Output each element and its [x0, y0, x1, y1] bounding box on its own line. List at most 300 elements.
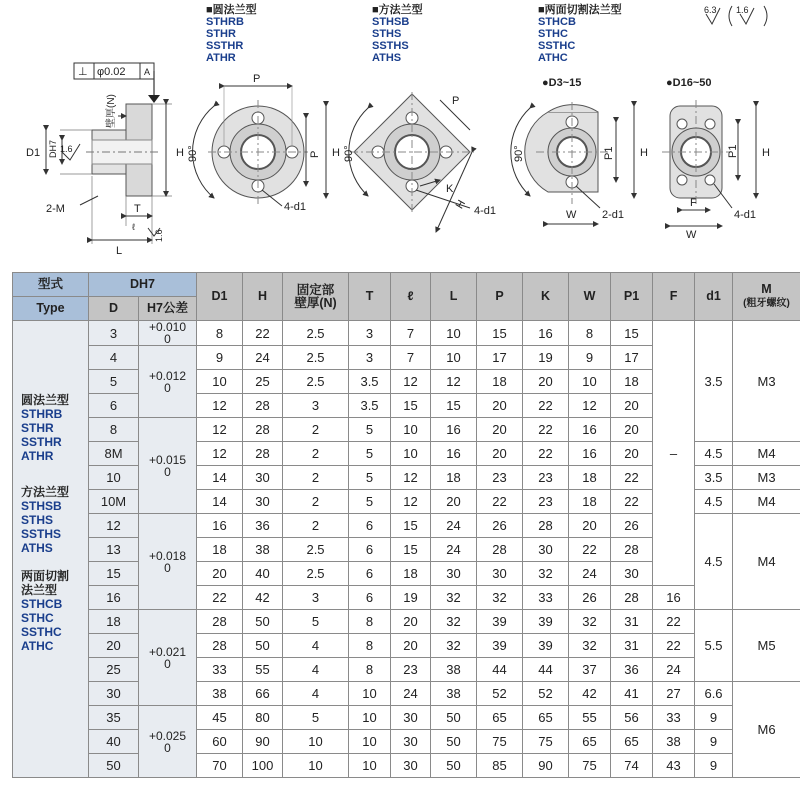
cell-p: 22 [477, 490, 523, 514]
cell-p: 20 [477, 394, 523, 418]
header-p1: P1 [611, 273, 653, 321]
cell-n: 2 [283, 514, 349, 538]
cell-d: 40 [89, 730, 139, 754]
perpendicularity-symbol: ⊥ [78, 66, 88, 78]
cell-d1-hole: 9 [695, 730, 733, 754]
square-label-h: H [453, 198, 469, 211]
cell-d1-hole: 3.5 [695, 466, 733, 490]
cell-d1-hole: 9 [695, 754, 733, 778]
cell-p: 30 [477, 562, 523, 586]
cell-d1: 70 [197, 754, 243, 778]
cell-l-small: 12 [391, 370, 431, 394]
type-group-round: 圆法兰型 STHRB STHR SSTHR ATHR [21, 393, 70, 463]
type-title-round: ■圆法兰型 STHRB STHR SSTHR ATHR [206, 4, 257, 64]
cell-d1: 28 [197, 610, 243, 634]
cell-n: 4 [283, 658, 349, 682]
cell-p1: 28 [611, 538, 653, 562]
cell-l-small: 15 [391, 538, 431, 562]
cell-d1: 28 [197, 634, 243, 658]
table-row [13, 730, 800, 754]
cell-p1: 56 [611, 706, 653, 730]
cell-k: 33 [523, 586, 569, 610]
square-label-k: K [446, 183, 454, 195]
roughness-b: 1.6 [736, 5, 749, 15]
cell-k: 22 [523, 418, 569, 442]
header-type-en: Type [13, 297, 89, 321]
header-d1: D1 [197, 273, 243, 321]
cell-t: 10 [349, 682, 391, 706]
cut-flange-small-view [511, 102, 634, 224]
cell-n: 10 [283, 754, 349, 778]
cell-h7: +0.010 0 [139, 321, 197, 346]
cell-w: 75 [569, 754, 611, 778]
label-roughness-2: 1.6 [154, 229, 164, 242]
cell-k: 28 [523, 514, 569, 538]
cell-p1: 22 [611, 466, 653, 490]
cell-d1-hole: 4.5 [695, 490, 733, 514]
round-label-h: H [332, 147, 340, 159]
cell-l: 32 [431, 586, 477, 610]
square-flange-view [349, 92, 474, 232]
table-row [13, 754, 800, 778]
cell-w: 24 [569, 562, 611, 586]
cell-d1-hole: 5.5 [695, 610, 733, 682]
cell-k: 65 [523, 706, 569, 730]
cell-d: 4 [89, 346, 139, 370]
cell-d1: 8 [197, 321, 243, 346]
cell-d1-hole: 4.5 [695, 442, 733, 466]
header-l-small: ℓ [391, 273, 431, 321]
label-h: H [176, 147, 184, 159]
cell-d1: 14 [197, 466, 243, 490]
cell-p: 20 [477, 418, 523, 442]
cell-p: 18 [477, 370, 523, 394]
cell-h: 28 [243, 418, 283, 442]
cell-p: 39 [477, 634, 523, 658]
cell-p1: 20 [611, 442, 653, 466]
cell-t: 8 [349, 634, 391, 658]
cell-h: 100 [243, 754, 283, 778]
cell-l: 32 [431, 634, 477, 658]
table-row [13, 706, 800, 730]
cell-p: 75 [477, 730, 523, 754]
cell-d: 8M [89, 442, 139, 466]
cell-m: M4 [733, 514, 800, 610]
cell-t: 5 [349, 466, 391, 490]
header-d: D [89, 297, 139, 321]
small-label-h: H [640, 147, 648, 159]
cell-d: 5 [89, 370, 139, 394]
cell-p1: 31 [611, 610, 653, 634]
cell-d: 3 [89, 321, 139, 346]
cell-l: 32 [431, 610, 477, 634]
table-row [13, 610, 800, 634]
round-label-holes: 4-d1 [284, 201, 307, 213]
cell-t: 3.5 [349, 394, 391, 418]
cell-h: 28 [243, 442, 283, 466]
cell-l-small: 19 [391, 586, 431, 610]
cell-h: 66 [243, 682, 283, 706]
cell-p1: 20 [611, 418, 653, 442]
cell-w: 22 [569, 538, 611, 562]
table-row [13, 658, 800, 682]
cell-h: 25 [243, 370, 283, 394]
cell-n: 5 [283, 706, 349, 730]
header-d1-hole: d1 [695, 273, 733, 321]
cell-m: M5 [733, 610, 800, 682]
large-label-p1: P1 [727, 144, 739, 158]
cell-d1: 38 [197, 682, 243, 706]
cell-t: 6 [349, 562, 391, 586]
table-row [13, 586, 800, 610]
small-label-angle: 90° [513, 145, 525, 162]
cell-n: 2 [283, 418, 349, 442]
cell-f: 22 [653, 610, 695, 634]
header-w: W [569, 273, 611, 321]
cell-n: 2 [283, 442, 349, 466]
square-label-angle: 90° [343, 145, 355, 162]
cell-l-small: 7 [391, 346, 431, 370]
cell-w: 18 [569, 490, 611, 514]
large-range: ●D16~50 [666, 77, 712, 89]
cell-d: 10 [89, 466, 139, 490]
cell-w: 26 [569, 586, 611, 610]
cell-h7: +0.015 0 [139, 418, 197, 514]
cell-l-small: 12 [391, 466, 431, 490]
cell-d1: 18 [197, 538, 243, 562]
cell-t: 3 [349, 321, 391, 346]
label-t: T [134, 203, 141, 215]
cell-k: 16 [523, 321, 569, 346]
surface-roughness-legend [704, 5, 767, 26]
label-wall-thickness: 壁厚(N) [106, 94, 117, 128]
cell-m: M3 [733, 466, 800, 490]
cell-d: 15 [89, 562, 139, 586]
cell-h: 40 [243, 562, 283, 586]
cell-d1: 22 [197, 586, 243, 610]
cell-k: 20 [523, 370, 569, 394]
cell-d1: 60 [197, 730, 243, 754]
cell-p1: 41 [611, 682, 653, 706]
cell-d: 12 [89, 514, 139, 538]
cell-n: 5 [283, 610, 349, 634]
cell-l: 24 [431, 538, 477, 562]
cell-k: 23 [523, 490, 569, 514]
cell-k: 90 [523, 754, 569, 778]
cell-d1: 9 [197, 346, 243, 370]
cell-p1: 65 [611, 730, 653, 754]
cell-l-small: 12 [391, 490, 431, 514]
cell-p: 65 [477, 706, 523, 730]
cell-t: 3 [349, 346, 391, 370]
cell-k: 22 [523, 442, 569, 466]
cell-d1-hole: 3.5 [695, 321, 733, 442]
cell-p1: 22 [611, 490, 653, 514]
cell-l-small: 18 [391, 562, 431, 586]
cell-l-small: 20 [391, 610, 431, 634]
header-dh7: DH7 [89, 273, 197, 297]
cell-w: 32 [569, 634, 611, 658]
cell-k: 22 [523, 394, 569, 418]
cell-t: 10 [349, 730, 391, 754]
cell-l: 20 [431, 490, 477, 514]
cell-h: 38 [243, 538, 283, 562]
cell-l: 10 [431, 346, 477, 370]
cell-p: 85 [477, 754, 523, 778]
cell-w: 65 [569, 730, 611, 754]
cell-d1-hole: 6.6 [695, 682, 733, 706]
header-h7: H7公差 [139, 297, 197, 321]
cell-l-small: 15 [391, 394, 431, 418]
cell-h7: +0.018 0 [139, 514, 197, 610]
header-t: T [349, 273, 391, 321]
cell-l-small: 30 [391, 754, 431, 778]
cell-l-small: 23 [391, 658, 431, 682]
cell-w: 18 [569, 466, 611, 490]
cell-p: 20 [477, 442, 523, 466]
cell-d1: 20 [197, 562, 243, 586]
cell-w: 55 [569, 706, 611, 730]
cell-h: 28 [243, 394, 283, 418]
cell-p: 17 [477, 346, 523, 370]
cell-d: 18 [89, 610, 139, 634]
cell-w: 42 [569, 682, 611, 706]
small-label-holes: 2-d1 [602, 209, 625, 221]
cell-l: 18 [431, 466, 477, 490]
cell-l: 16 [431, 418, 477, 442]
cell-p1: 28 [611, 586, 653, 610]
cell-k: 52 [523, 682, 569, 706]
cell-l: 50 [431, 730, 477, 754]
cell-n: 2.5 [283, 562, 349, 586]
cell-k: 23 [523, 466, 569, 490]
cell-d: 16 [89, 586, 139, 610]
large-label-holes: 4-d1 [734, 209, 757, 221]
cell-h: 24 [243, 346, 283, 370]
cell-d1: 16 [197, 514, 243, 538]
header-p: P [477, 273, 523, 321]
cell-w: 9 [569, 346, 611, 370]
cell-d1: 12 [197, 394, 243, 418]
cell-p1: 20 [611, 394, 653, 418]
cell-n: 2.5 [283, 538, 349, 562]
cell-t: 10 [349, 706, 391, 730]
cell-l-small: 20 [391, 634, 431, 658]
table-row [13, 321, 800, 346]
cell-d1: 10 [197, 370, 243, 394]
cell-h: 90 [243, 730, 283, 754]
small-label-p1: P1 [603, 146, 615, 160]
cell-d: 10M [89, 490, 139, 514]
label-l-small: ℓ [132, 222, 135, 232]
table-row [13, 682, 800, 706]
cell-d1: 12 [197, 418, 243, 442]
cell-d: 6 [89, 394, 139, 418]
cell-l: 30 [431, 562, 477, 586]
cell-p1: 74 [611, 754, 653, 778]
cell-k: 32 [523, 562, 569, 586]
cell-m: M6 [733, 682, 800, 778]
cell-f: 43 [653, 754, 695, 778]
type-column [13, 321, 89, 778]
square-label-p: P [452, 95, 460, 107]
large-label-f: F [690, 197, 697, 209]
cell-t: 8 [349, 610, 391, 634]
cell-n: 2.5 [283, 370, 349, 394]
header-h: H [243, 273, 283, 321]
small-range: ●D3~15 [542, 77, 582, 89]
cell-d: 8 [89, 418, 139, 442]
cell-m: M4 [733, 490, 800, 514]
cell-p1: 31 [611, 634, 653, 658]
spec-table-body [13, 321, 800, 778]
cell-w: 8 [569, 321, 611, 346]
cell-h: 50 [243, 610, 283, 634]
cell-p: 44 [477, 658, 523, 682]
cell-f: 33 [653, 706, 695, 730]
cell-p: 52 [477, 682, 523, 706]
cell-t: 6 [349, 538, 391, 562]
technical-drawing-area [0, 0, 800, 262]
cell-n: 2.5 [283, 346, 349, 370]
cell-n: 4 [283, 682, 349, 706]
cell-f: 38 [653, 730, 695, 754]
cell-p1: 18 [611, 370, 653, 394]
table-row [13, 634, 800, 658]
cell-h: 80 [243, 706, 283, 730]
cell-d: 50 [89, 754, 139, 778]
cell-l: 12 [431, 370, 477, 394]
cell-l: 24 [431, 514, 477, 538]
cell-p1: 26 [611, 514, 653, 538]
header-k: K [523, 273, 569, 321]
cell-p1: 15 [611, 321, 653, 346]
cell-t: 5 [349, 490, 391, 514]
cell-t: 5 [349, 442, 391, 466]
cell-w: 12 [569, 394, 611, 418]
cell-p1: 17 [611, 346, 653, 370]
cell-w: 10 [569, 370, 611, 394]
cell-d1: 12 [197, 442, 243, 466]
cell-d1-hole: 9 [695, 706, 733, 730]
cell-h: 22 [243, 321, 283, 346]
round-label-p-side: P [309, 150, 321, 158]
round-flange-view [193, 86, 326, 206]
cell-l-small: 15 [391, 514, 431, 538]
cell-n: 2 [283, 466, 349, 490]
cell-w: 16 [569, 442, 611, 466]
cell-l: 50 [431, 754, 477, 778]
cell-k: 39 [523, 634, 569, 658]
spec-table [12, 272, 800, 778]
cell-k: 19 [523, 346, 569, 370]
cell-t: 6 [349, 586, 391, 610]
header-l: L [431, 273, 477, 321]
cell-m: M4 [733, 442, 800, 466]
cell-w: 32 [569, 610, 611, 634]
datum-letter: A [144, 67, 151, 77]
small-label-w: W [566, 209, 577, 221]
cell-d1-hole: 4.5 [695, 514, 733, 610]
cell-t: 5 [349, 418, 391, 442]
cell-f: 16 [653, 586, 695, 610]
cell-h7: +0.012 0 [139, 346, 197, 418]
cell-h: 42 [243, 586, 283, 610]
header-type-cn: 型式 [13, 273, 89, 297]
perpendicularity-tolerance: φ0.02 [97, 66, 126, 78]
cell-d: 25 [89, 658, 139, 682]
cell-k: 30 [523, 538, 569, 562]
cell-f: 24 [653, 658, 695, 682]
cell-w: 16 [569, 418, 611, 442]
cell-h: 30 [243, 490, 283, 514]
label-d1: D1 [26, 147, 41, 159]
cell-l: 15 [431, 394, 477, 418]
cell-t: 10 [349, 754, 391, 778]
type-title-cut: ■两面切割法兰型 STHCB STHC SSTHC ATHC [538, 4, 622, 64]
cell-k: 75 [523, 730, 569, 754]
cell-p: 32 [477, 586, 523, 610]
cell-n: 2 [283, 490, 349, 514]
cell-p1: 36 [611, 658, 653, 682]
cell-f: 27 [653, 682, 695, 706]
large-label-w: W [686, 229, 697, 241]
cell-t: 6 [349, 514, 391, 538]
cell-n: 3 [283, 586, 349, 610]
cell-n: 3 [283, 394, 349, 418]
cell-h7: +0.025 0 [139, 706, 197, 778]
cell-p: 39 [477, 610, 523, 634]
cell-h: 36 [243, 514, 283, 538]
cell-w: 37 [569, 658, 611, 682]
cell-h: 50 [243, 634, 283, 658]
cell-p: 15 [477, 321, 523, 346]
cell-l-small: 24 [391, 682, 431, 706]
cell-l-small: 30 [391, 730, 431, 754]
cell-d: 35 [89, 706, 139, 730]
label-dh7: DH7 [48, 139, 58, 158]
cell-t: 8 [349, 658, 391, 682]
label-2m: 2-M [46, 203, 65, 215]
label-roughness: 1.6 [60, 144, 73, 154]
cell-h: 30 [243, 466, 283, 490]
large-label-h: H [762, 147, 770, 159]
type-group-cut: 两面切割 法兰型 STHCB STHC SSTHC ATHC [21, 569, 70, 653]
cell-n: 2.5 [283, 321, 349, 346]
cell-h: 55 [243, 658, 283, 682]
cell-p: 26 [477, 514, 523, 538]
cell-m: M3 [733, 321, 800, 442]
cell-f: 22 [653, 634, 695, 658]
cell-n: 10 [283, 730, 349, 754]
cell-d: 30 [89, 682, 139, 706]
header-wall-thickness: 固定部 壁厚(N) [283, 273, 349, 321]
cell-p: 28 [477, 538, 523, 562]
round-label-angle: 90° [187, 145, 199, 162]
cell-k: 44 [523, 658, 569, 682]
cell-d: 20 [89, 634, 139, 658]
label-l: L [116, 245, 123, 257]
cut-flange-large-view [662, 100, 756, 226]
cell-l: 38 [431, 658, 477, 682]
cell-f-dash: – [653, 321, 695, 586]
cell-l: 50 [431, 706, 477, 730]
type-title-square: ■方法兰型 STHSB STHS SSTHS ATHS [372, 4, 423, 64]
cell-l: 38 [431, 682, 477, 706]
cell-l-small: 30 [391, 706, 431, 730]
cell-k: 39 [523, 610, 569, 634]
header-m: M (粗牙螺纹) [733, 273, 800, 321]
